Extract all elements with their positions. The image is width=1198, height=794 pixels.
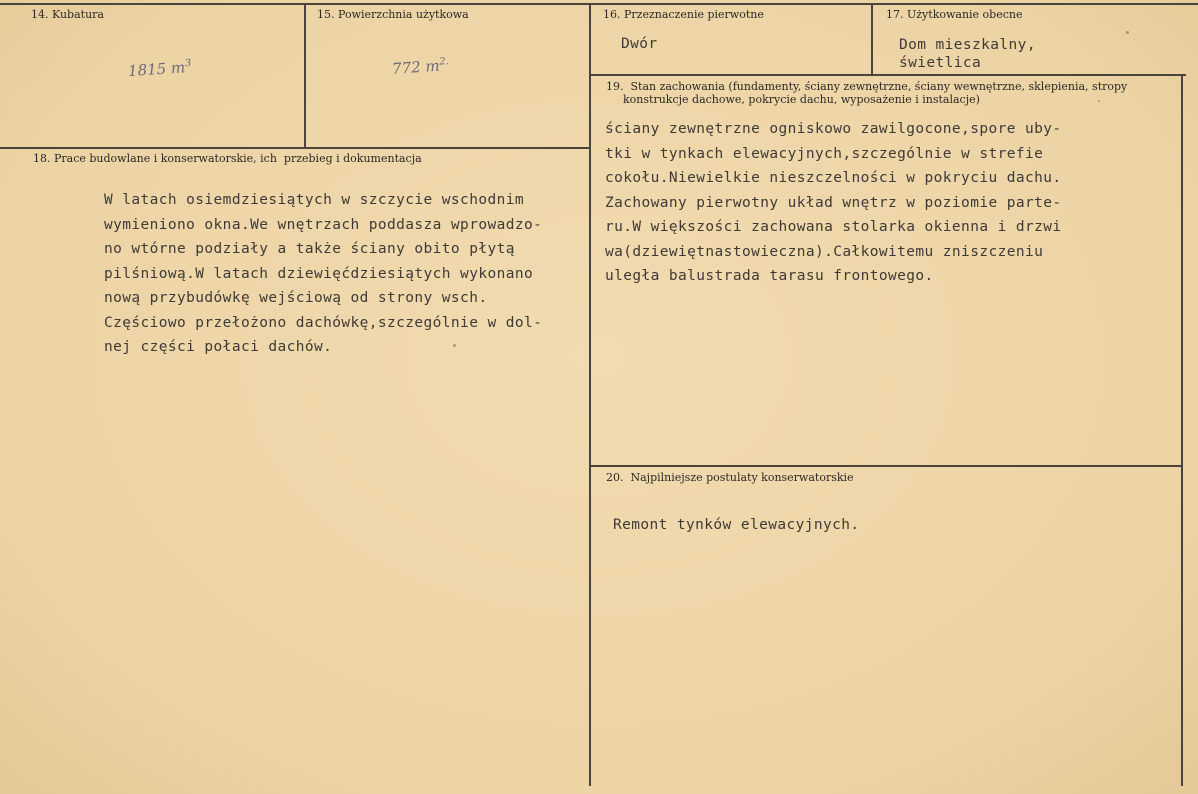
field-19-line: ściany zewnętrzne ogniskowo zawilgocone,spore uby-	[605, 121, 1062, 137]
field-18-line: W latach osiemdziesiątych w szczycie wschodnim	[104, 192, 524, 208]
field-16-label: 16. Przeznaczenie pierwotne	[603, 8, 764, 21]
rule-below-14-15	[0, 147, 590, 149]
field-19-line: Zachowany pierwotny układ wnętrz w poziomie parte-	[605, 194, 1062, 211]
field-18-line: no wtórne podziały a także ściany obito płytą	[104, 241, 515, 257]
field-15-number: 772	[391, 58, 422, 78]
field-19-label-line-1: 19. Stan zachowania (fundamenty, ściany zewnętrzne, ściany wewnętrzne, sklepienia, stropy	[606, 80, 1128, 93]
field-18-line: nej części połaci dachów.	[104, 339, 333, 355]
divider-left-right	[589, 4, 591, 786]
field-19-text	[605, 117, 1062, 289]
field-15-label: 15. Powierzchnia użytkowa	[317, 8, 469, 21]
field-17-value	[899, 36, 1036, 72]
field-15-unit: m	[424, 56, 441, 76]
field-17-line: Dom mieszkalny,	[899, 37, 1036, 53]
field-19-line: wa(dziewiętnastowieczna).Całkowitemu zniszczeniu	[605, 243, 1044, 260]
field-18-line: Częściowo przełożono dachówkę,szczególnie w dol-	[104, 314, 543, 331]
field-17-label: 17. Użytkowanie obecne	[886, 8, 1023, 21]
top-border-line	[0, 3, 1198, 5]
field-14-handwritten-value	[127, 58, 192, 80]
field-19-line: tki w tynkach elewacyjnych,szczególnie w strefie	[605, 145, 1044, 162]
rule-above-20	[590, 465, 1182, 467]
paper-speck	[453, 344, 456, 347]
field-15-handwritten-value	[391, 56, 449, 78]
field-14-exponent: 3	[184, 57, 192, 70]
field-16-value: Dwór	[621, 36, 658, 52]
field-18-line: wymieniono okna.We wnętrzach poddasza wprowadzo-	[104, 216, 543, 233]
field-14-label: 14. Kubatura	[31, 8, 104, 21]
field-18-line: pilśniową.W latach dziewięćdziesiątych wykonano	[104, 265, 534, 282]
paper-speck	[1126, 31, 1129, 34]
paper-speck	[1098, 100, 1100, 102]
field-18-text	[104, 188, 542, 360]
field-19-line: ru.W większości zachowana stolarka okienna i drzwi	[605, 219, 1062, 235]
rule-below-16-17	[590, 74, 1186, 76]
field-19-line: cokołu.Niewielkie nieszczelności w pokryciu dachu.	[605, 170, 1062, 186]
divider-16-17	[871, 4, 873, 74]
field-20-value: Remont tynków elewacyjnych.	[613, 517, 860, 533]
field-18-line: nową przybudówkę wejściową od strony wsch.	[104, 290, 488, 306]
field-14-unit: m	[170, 58, 186, 78]
divider-14-15	[304, 4, 306, 148]
field-20-label: 20. Najpilniejsze postulaty konserwatorskie	[606, 471, 854, 484]
field-14-number: 1815	[127, 59, 167, 81]
field-17-line: świetlica	[899, 55, 982, 71]
field-18-label: 18. Prace budowlane i konserwatorskie, ich przebieg i dokumentacja	[33, 152, 422, 165]
field-19-line: uległa balustrada tarasu frontowego.	[605, 268, 934, 284]
field-15-exponent: 2.	[438, 56, 450, 68]
rule-right-edge	[1181, 74, 1183, 786]
field-19-label-line-2: konstrukcje dachowe, pokrycie dachu, wyposażenie i instalacje)	[623, 93, 980, 106]
